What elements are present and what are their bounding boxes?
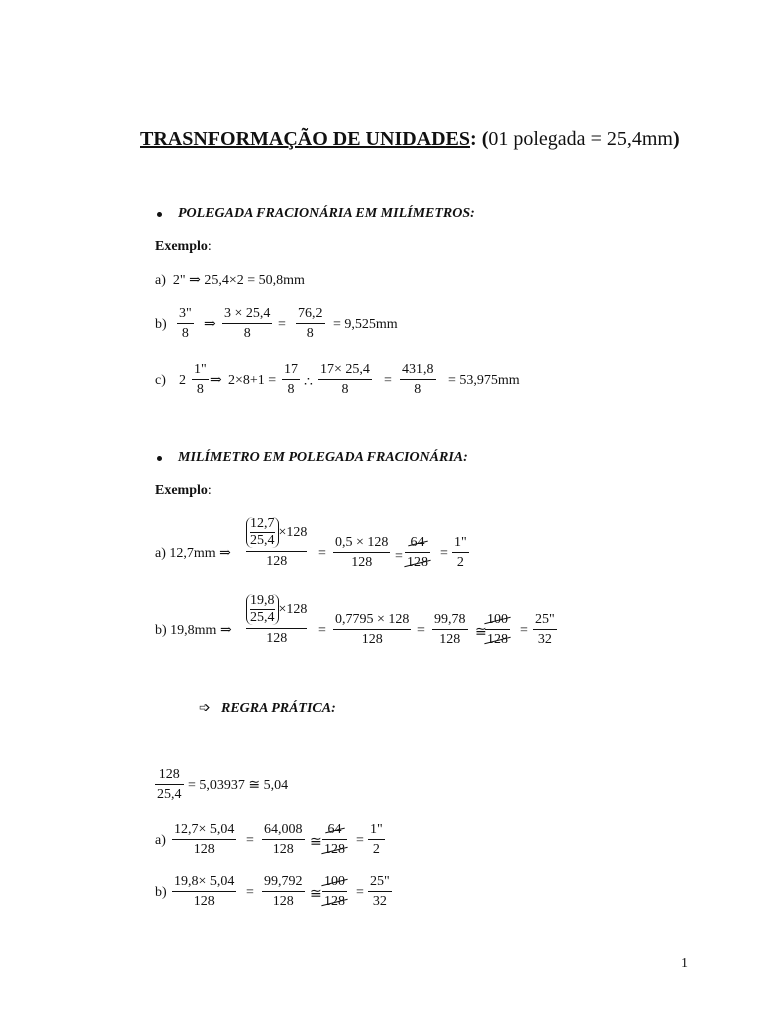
implies-arrow-icon: ⇒ — [219, 623, 232, 638]
section1-item-c-label: c) — [155, 373, 166, 388]
page-title — [140, 128, 680, 151]
equals-sign: = — [278, 317, 286, 332]
implies-arrow-icon: ⇒ — [204, 317, 216, 332]
equals-sign: = — [246, 885, 254, 900]
title-paren-open: ( — [481, 128, 489, 150]
fraction-struck: 64 128 — [324, 822, 345, 857]
fraction: 25" 32 — [535, 612, 555, 647]
therefore-icon: ∴ — [304, 375, 313, 390]
implies-arrow-icon: ⇒ — [219, 546, 231, 561]
ratio-parentheses: $\frac{19,8}{25,4}$ — [246, 594, 279, 625]
section3-item-b-label: b) — [155, 885, 167, 900]
section1-item-b-label: b) — [155, 317, 167, 332]
equals-sign: = — [417, 623, 425, 638]
section2-example-label: Exemplo: — [155, 483, 212, 498]
fraction: 12,7× 5,04 128 — [174, 822, 235, 857]
compound-fraction: $\frac{19,8}{25,4}$ ×128 128 — [246, 594, 307, 646]
fraction-struck: 100 128 — [324, 874, 345, 909]
title-colon: : — [470, 128, 477, 150]
fraction: 64,008 128 — [264, 822, 303, 857]
approx-sign: ≅ — [310, 887, 322, 902]
fraction: 25" 32 — [370, 874, 390, 909]
title-paren-close: ) — [672, 128, 680, 150]
title-note: 01 polegada = 25,4mm — [488, 128, 673, 150]
approximation: = 5,03937 ≅ 5,04 — [188, 778, 289, 793]
implies-arrow-icon: ⇒ — [210, 373, 222, 388]
bullet-icon — [157, 456, 162, 461]
equals-sign: = — [440, 546, 448, 561]
bullet-icon — [157, 212, 162, 217]
equals-sign: = — [395, 549, 403, 564]
fraction: 19,8× 5,04 128 — [174, 874, 235, 909]
arrow-right-icon: ➩ — [199, 701, 211, 716]
calculation: 2×8+1 = — [228, 373, 277, 388]
equals-sign: = — [356, 833, 364, 848]
fraction: 3 × 25,4 8 — [224, 306, 271, 341]
equals-sign: = — [318, 623, 326, 638]
fraction: 1" 8 — [194, 362, 207, 397]
equals-sign: = — [318, 546, 326, 561]
item-label: a) — [155, 273, 166, 288]
fraction-struck: 64 128 — [407, 535, 428, 570]
fraction: 128 25,4 — [157, 767, 182, 802]
section2-item-b-lead: b) 19,8mm ⇒ — [155, 623, 232, 638]
title-main: TRASNFORMAÇÃO DE UNIDADES — [140, 128, 471, 150]
equals-sign: = — [246, 833, 254, 848]
equation: 25,4×2 = 50,8mm — [204, 273, 305, 288]
result: = 9,525mm — [333, 317, 398, 332]
fraction: 1" 2 — [370, 822, 383, 857]
section2-heading: MILÍMETRO EM POLEGADA FRACIONÁRIA: — [178, 450, 468, 465]
ratio-parentheses: $\frac{12,7}{25,4}$ — [246, 517, 279, 548]
fraction: 0,5 × 128 128 — [335, 535, 389, 570]
fraction: 1" 2 — [454, 535, 467, 570]
fraction: 17× 25,4 8 — [320, 362, 370, 397]
section1-heading: POLEGADA FRACIONÁRIA EM MILÍMETROS: — [178, 206, 475, 221]
implies-arrow-icon: ⇒ — [189, 273, 201, 288]
section2-item-a-lead: a) 12,7mm ⇒ — [155, 546, 231, 561]
approx-sign: ≅ — [475, 625, 487, 640]
approx-sign: ≅ — [310, 835, 322, 850]
page-number: 1 — [681, 956, 688, 971]
equals-sign: = — [356, 885, 364, 900]
value: 2" — [172, 273, 186, 288]
section1-example-label: Exemplo: — [155, 239, 212, 254]
section3-heading: REGRA PRÁTICA: — [221, 701, 336, 716]
fraction-struck: 100 128 — [487, 612, 508, 647]
whole-number: 2 — [179, 373, 186, 388]
section1-item-a — [155, 274, 305, 288]
result: = 53,975mm — [448, 373, 520, 388]
fraction: 3" 8 — [179, 306, 192, 341]
compound-fraction: $\frac{12,7}{25,4}$ ×128 128 — [246, 517, 307, 569]
fraction: 17 8 — [284, 362, 298, 397]
section3-item-a-label: a) — [155, 833, 166, 848]
equals-sign: = — [520, 623, 528, 638]
fraction: 0,7795 × 128 128 — [335, 612, 410, 647]
fraction: 431,8 8 — [402, 362, 434, 397]
fraction: 99,78 128 — [434, 612, 466, 647]
fraction: 99,792 128 — [264, 874, 303, 909]
equals-sign: = — [384, 373, 392, 388]
fraction: 76,2 8 — [298, 306, 323, 341]
